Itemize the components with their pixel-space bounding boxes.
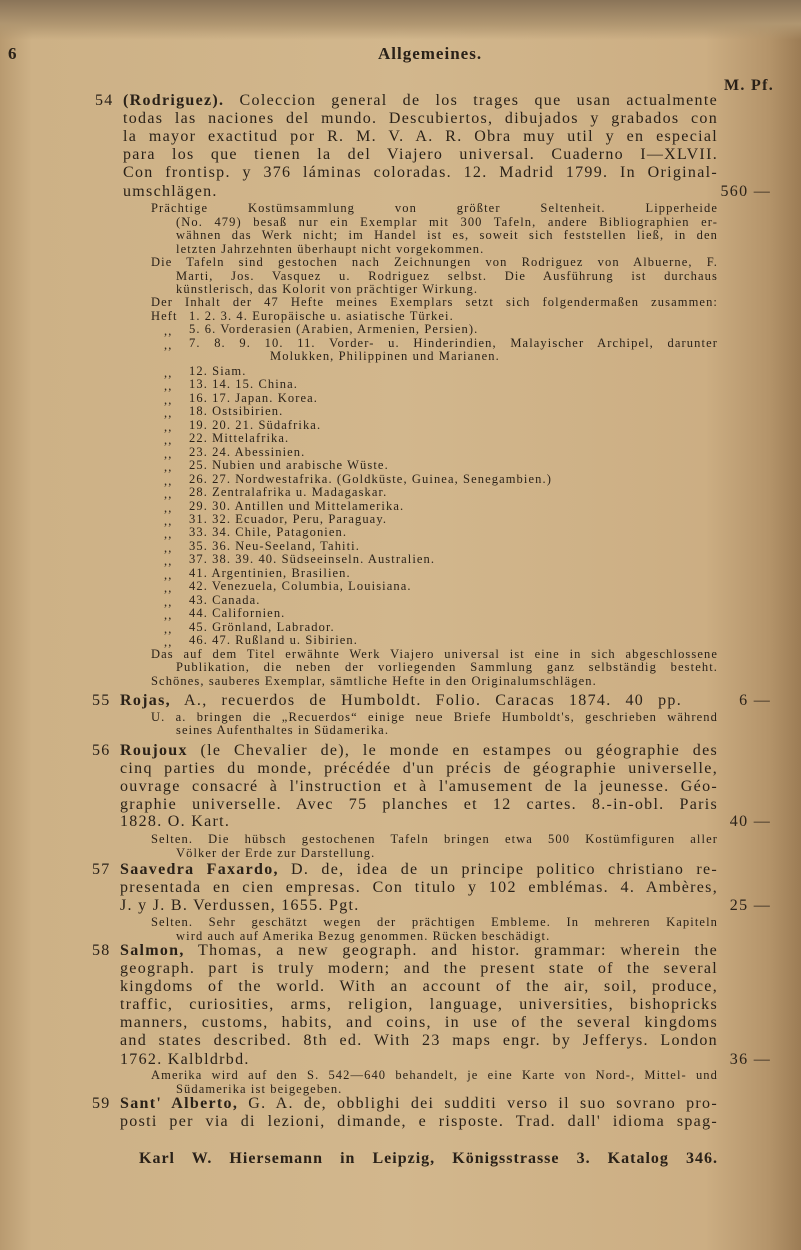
entry-text-line: para los que tienen la del Viajero universal. Cuaderno I—XLVII. [123, 146, 718, 163]
entry-number: 54 [95, 92, 114, 109]
ditto-mark: ,, [164, 473, 173, 488]
entry-note-line: Publikation, die neben der vorliegenden Sammlung ganz selbständig besteht. [176, 660, 718, 674]
contents-item: 28. Zentralafrika u. Madagaskar. [189, 485, 388, 500]
contents-item: Molukken, Philippinen und Marianen. [270, 349, 500, 363]
contents-item: 31. 32. Ecuador, Peru, Paraguay. [189, 511, 388, 526]
entry-note-line: künstlerisch, das Kolorit von prächtiger Wirkung. [176, 282, 479, 296]
entry-title-line [120, 1095, 718, 1113]
entry-text-line: manners, customs, habits, and coins, in use of the several kingdoms [120, 1014, 718, 1031]
contents-item: 23. 24. Abessinien. [189, 444, 306, 459]
contents-item: 12. Siam. [189, 364, 247, 378]
contents-item: 41. Argentinien, Brasilien. [189, 565, 351, 580]
entry-text-line: presentada en cien empresas. Con titulo y 102 emblémas. 4. Ambères, [120, 879, 718, 896]
page-footer: Karl W. Hiersemann in Leipzig, Königsstrasse 3. Katalog 346. [139, 1150, 718, 1167]
ditto-mark: ,, [164, 324, 173, 338]
entry-author: Salmon, [120, 942, 185, 959]
ditto-mark: ,, [164, 621, 173, 636]
entry-author: Roujoux [120, 742, 188, 759]
entry-title-text: (le Chevalier de), le monde en estampes ou géographie des [200, 742, 718, 759]
entry-text-line: umschlägen. [123, 183, 218, 200]
contents-item: 45. Grönland, Labrador. [189, 619, 335, 634]
contents-item: 29. 30. Antillen und Mittelamerika. [189, 498, 405, 513]
entry-price: 25 — [729, 897, 771, 914]
page-number: 6 [8, 44, 18, 63]
entry-text-line: geograph. part is truly modern; and the present state of the several [120, 960, 718, 977]
entry-text-line: J. y J. B. Verdussen, 1655. Pgt. [120, 897, 360, 914]
entry-price: 36 — [729, 1051, 771, 1068]
entry-text-line: todas las naciones del mundo. Descubiertos, dibujados y grabados con [123, 110, 718, 127]
contents-item: 22. Mittelafrika. [189, 431, 290, 446]
ditto-mark: ,, [164, 366, 173, 380]
entry-author: Sant' Alberto, [120, 1095, 239, 1112]
entry-text-line: posti per via di lezioni, dimande, e risposte. Trad. dall' idioma spag- [120, 1113, 718, 1130]
price-column-header: M. Pf. [724, 77, 775, 94]
entry-number: 56 [92, 742, 111, 759]
entry-title-text: G. A. de, obblighi dei sudditi verso il suo sovrano pro- [248, 1095, 718, 1112]
entry-number: 57 [92, 861, 111, 878]
entry-note-line: (No. 479) besaß nur ein Exemplar mit 300 Tafeln, andere Bibliographien er- [176, 215, 718, 229]
ditto-mark: ,, [164, 379, 173, 394]
ditto-mark: ,, [164, 406, 173, 421]
entry-note-line: Schönes, sauberes Exemplar, sämtliche Hefte in den Originalumschlägen. [151, 674, 597, 688]
ditto-mark: ,, [164, 460, 173, 475]
ditto-mark: ,, [164, 608, 173, 623]
contents-item: 1. 2. 3. 4. Europäische u. asiatische Türkei. [189, 309, 454, 323]
entry-title-text: A., recuerdos de Humboldt. Folio. Caracas 1874. 40 pp. [184, 692, 682, 709]
entry-title-line [120, 692, 682, 710]
contents-item: 16. 17. Japan. Korea. [189, 390, 318, 405]
entry-text-line: la mayor exactitud por R. M. V. A. R. Obra muy util y en especial [123, 128, 718, 145]
ditto-mark: ,, [164, 487, 173, 502]
contents-item: 13. 14. 15. China. [189, 377, 299, 392]
entry-price: 40 — [729, 813, 771, 830]
ditto-mark: ,, [164, 554, 173, 569]
entry-number: 58 [92, 942, 111, 959]
entry-text-line: Con frontisp. y 376 láminas coloradas. 12. Madrid 1799. In Original- [123, 164, 718, 181]
ditto-mark: ,, [164, 581, 173, 596]
contents-item: 7. 8. 9. 10. 11. Vorder- u. Hinderindien, Malayischer Archipel, darunter [189, 336, 718, 350]
contents-item: 19. 20. 21. Südafrika. [189, 417, 322, 432]
entry-text-line: kingdoms of the world. With an account of the air, soil, produce, [120, 978, 718, 995]
entry-title-line [120, 742, 718, 760]
entry-note-line: Das auf dem Titel erwähnte Werk Viajero universal ist eine in sich abgeschlossene [151, 647, 718, 661]
contents-item: 43. Canada. [189, 592, 261, 607]
ditto-mark: ,, [164, 433, 173, 448]
entry-author: Rojas, [120, 692, 171, 709]
contents-item: 5. 6. Vorderasien (Arabien, Armenien, Persien). [189, 322, 479, 336]
entry-text-line: ouvrage consacré à l'instruction et à l'amusement de la jeunesse. Géo- [120, 778, 718, 795]
contents-item: 18. Ostsibirien. [189, 404, 284, 419]
ditto-mark: ,, [164, 500, 173, 515]
entry-number: 55 [92, 692, 111, 709]
ditto-mark: ,, [164, 446, 173, 461]
entry-note-line: Der Inhalt der 47 Hefte meines Exemplars setzt sich folgendermaßen zusammen: [151, 295, 718, 309]
ditto-mark: ,, [164, 635, 173, 649]
entry-note-line: Selten. Sehr geschätzt wegen der prächtigen Embleme. In mehreren Kapiteln [151, 915, 718, 929]
ditto-mark: ,, [164, 527, 173, 542]
entry-number: 59 [92, 1095, 111, 1112]
entry-note-line: Marti, Jos. Vasquez u. Rodriguez selbst. Die Ausführung ist durchaus [176, 269, 718, 283]
entry-note-line: Selten. Die hübsch gestochenen Tafeln bringen etwa 500 Kostümfiguren aller [151, 832, 718, 846]
contents-item: 37. 38. 39. 40. Südseeinseln. Australien. [189, 552, 436, 567]
ditto-mark: ,, [164, 338, 173, 352]
entry-title-line [123, 92, 718, 110]
entry-note-line: seines Aufenthaltes in Südamerika. [176, 723, 390, 737]
entry-title-text: Coleccion general de los trages que usan actualmente [239, 92, 718, 109]
entry-title-line [120, 861, 718, 879]
entry-note-line: Prächtige Kostümsammlung von größter Seltenheit. Lipperheide [151, 201, 718, 215]
scan-top-band [0, 0, 801, 40]
ditto-mark: ,, [164, 567, 173, 582]
entry-note-line: Völker der Erde zur Darstellung. [176, 846, 376, 860]
contents-item: 42. Venezuela, Columbia, Louisiana. [189, 579, 412, 594]
contents-item: 35. 36. Neu-Seeland, Tahiti. [189, 538, 360, 553]
ditto-mark: ,, [164, 513, 173, 528]
entry-note-line: U. a. bringen die „Recuerdos“ einige neue Briefe Humboldt's, geschrieben während [151, 710, 718, 724]
entry-text-line: traffic, curiosities, arms, religion, language, universities, bishopricks [120, 996, 718, 1013]
entry-note-line: Die Tafeln sind gestochen nach Zeichnungen von Rodriguez von Albuerne, F. [151, 255, 718, 269]
contents-item: 46. 47. Rußland u. Sibirien. [189, 633, 358, 647]
contents-item: 44. Californien. [189, 606, 286, 621]
entry-note-line: wird auch auf Amerika Bezug genommen. Rücken beschädigt. [176, 929, 551, 943]
entry-price: 560 — [720, 183, 771, 200]
entry-text-line: 1828. O. Kart. [120, 813, 231, 830]
entry-text-line: graphie universelle. Avec 75 planches et 12 cartes. 8.-in-obl. Paris [120, 796, 718, 813]
entry-author: (Rodriguez). [123, 92, 225, 109]
contents-item: 33. 34. Chile, Patagonien. [189, 525, 348, 540]
contents-item: 25. Nubien und arabische Wüste. [189, 458, 389, 473]
entry-text-line: 1762. Kalbldrbd. [120, 1051, 250, 1068]
page-heading: Allgemeines. [378, 44, 483, 63]
entry-note-line: Südamerika ist beigegeben. [176, 1082, 343, 1096]
ditto-mark: ,, [164, 392, 173, 407]
entry-title-text: D. de, idea de un principe politico christiano re- [291, 861, 719, 878]
entry-note-line: wähnen das Werk nicht; im Handel ist es, soweit sich feststellen ließ, in den [176, 228, 718, 242]
entry-text-line: cinq parties du monde, précédée d'un précis de géographie universelle, [120, 760, 718, 777]
contents-label: Heft [151, 309, 178, 323]
entry-text-line: and states described. 8th ed. With 23 maps engr. by Jefferys. London [120, 1032, 718, 1049]
ditto-mark: ,, [164, 419, 173, 434]
entry-price: 6 — [739, 692, 771, 709]
entry-note-line: letzten Jahrzehnten überhaupt nicht vorgekommen. [176, 242, 485, 256]
ditto-mark: ,, [164, 594, 173, 609]
entry-author: Saavedra Faxardo, [120, 861, 279, 878]
entry-title-text: Thomas, a new geograph. and histor. grammar: wherein the [198, 942, 719, 959]
contents-item: 26. 27. Nordwestafrika. (Goldküste, Guinea, Senegambien.) [189, 471, 552, 486]
entry-note-line: Amerika wird auf den S. 542—640 behandelt, je eine Karte von Nord-, Mittel- und [151, 1068, 718, 1082]
entry-title-line [120, 942, 718, 960]
ditto-mark: ,, [164, 540, 173, 555]
